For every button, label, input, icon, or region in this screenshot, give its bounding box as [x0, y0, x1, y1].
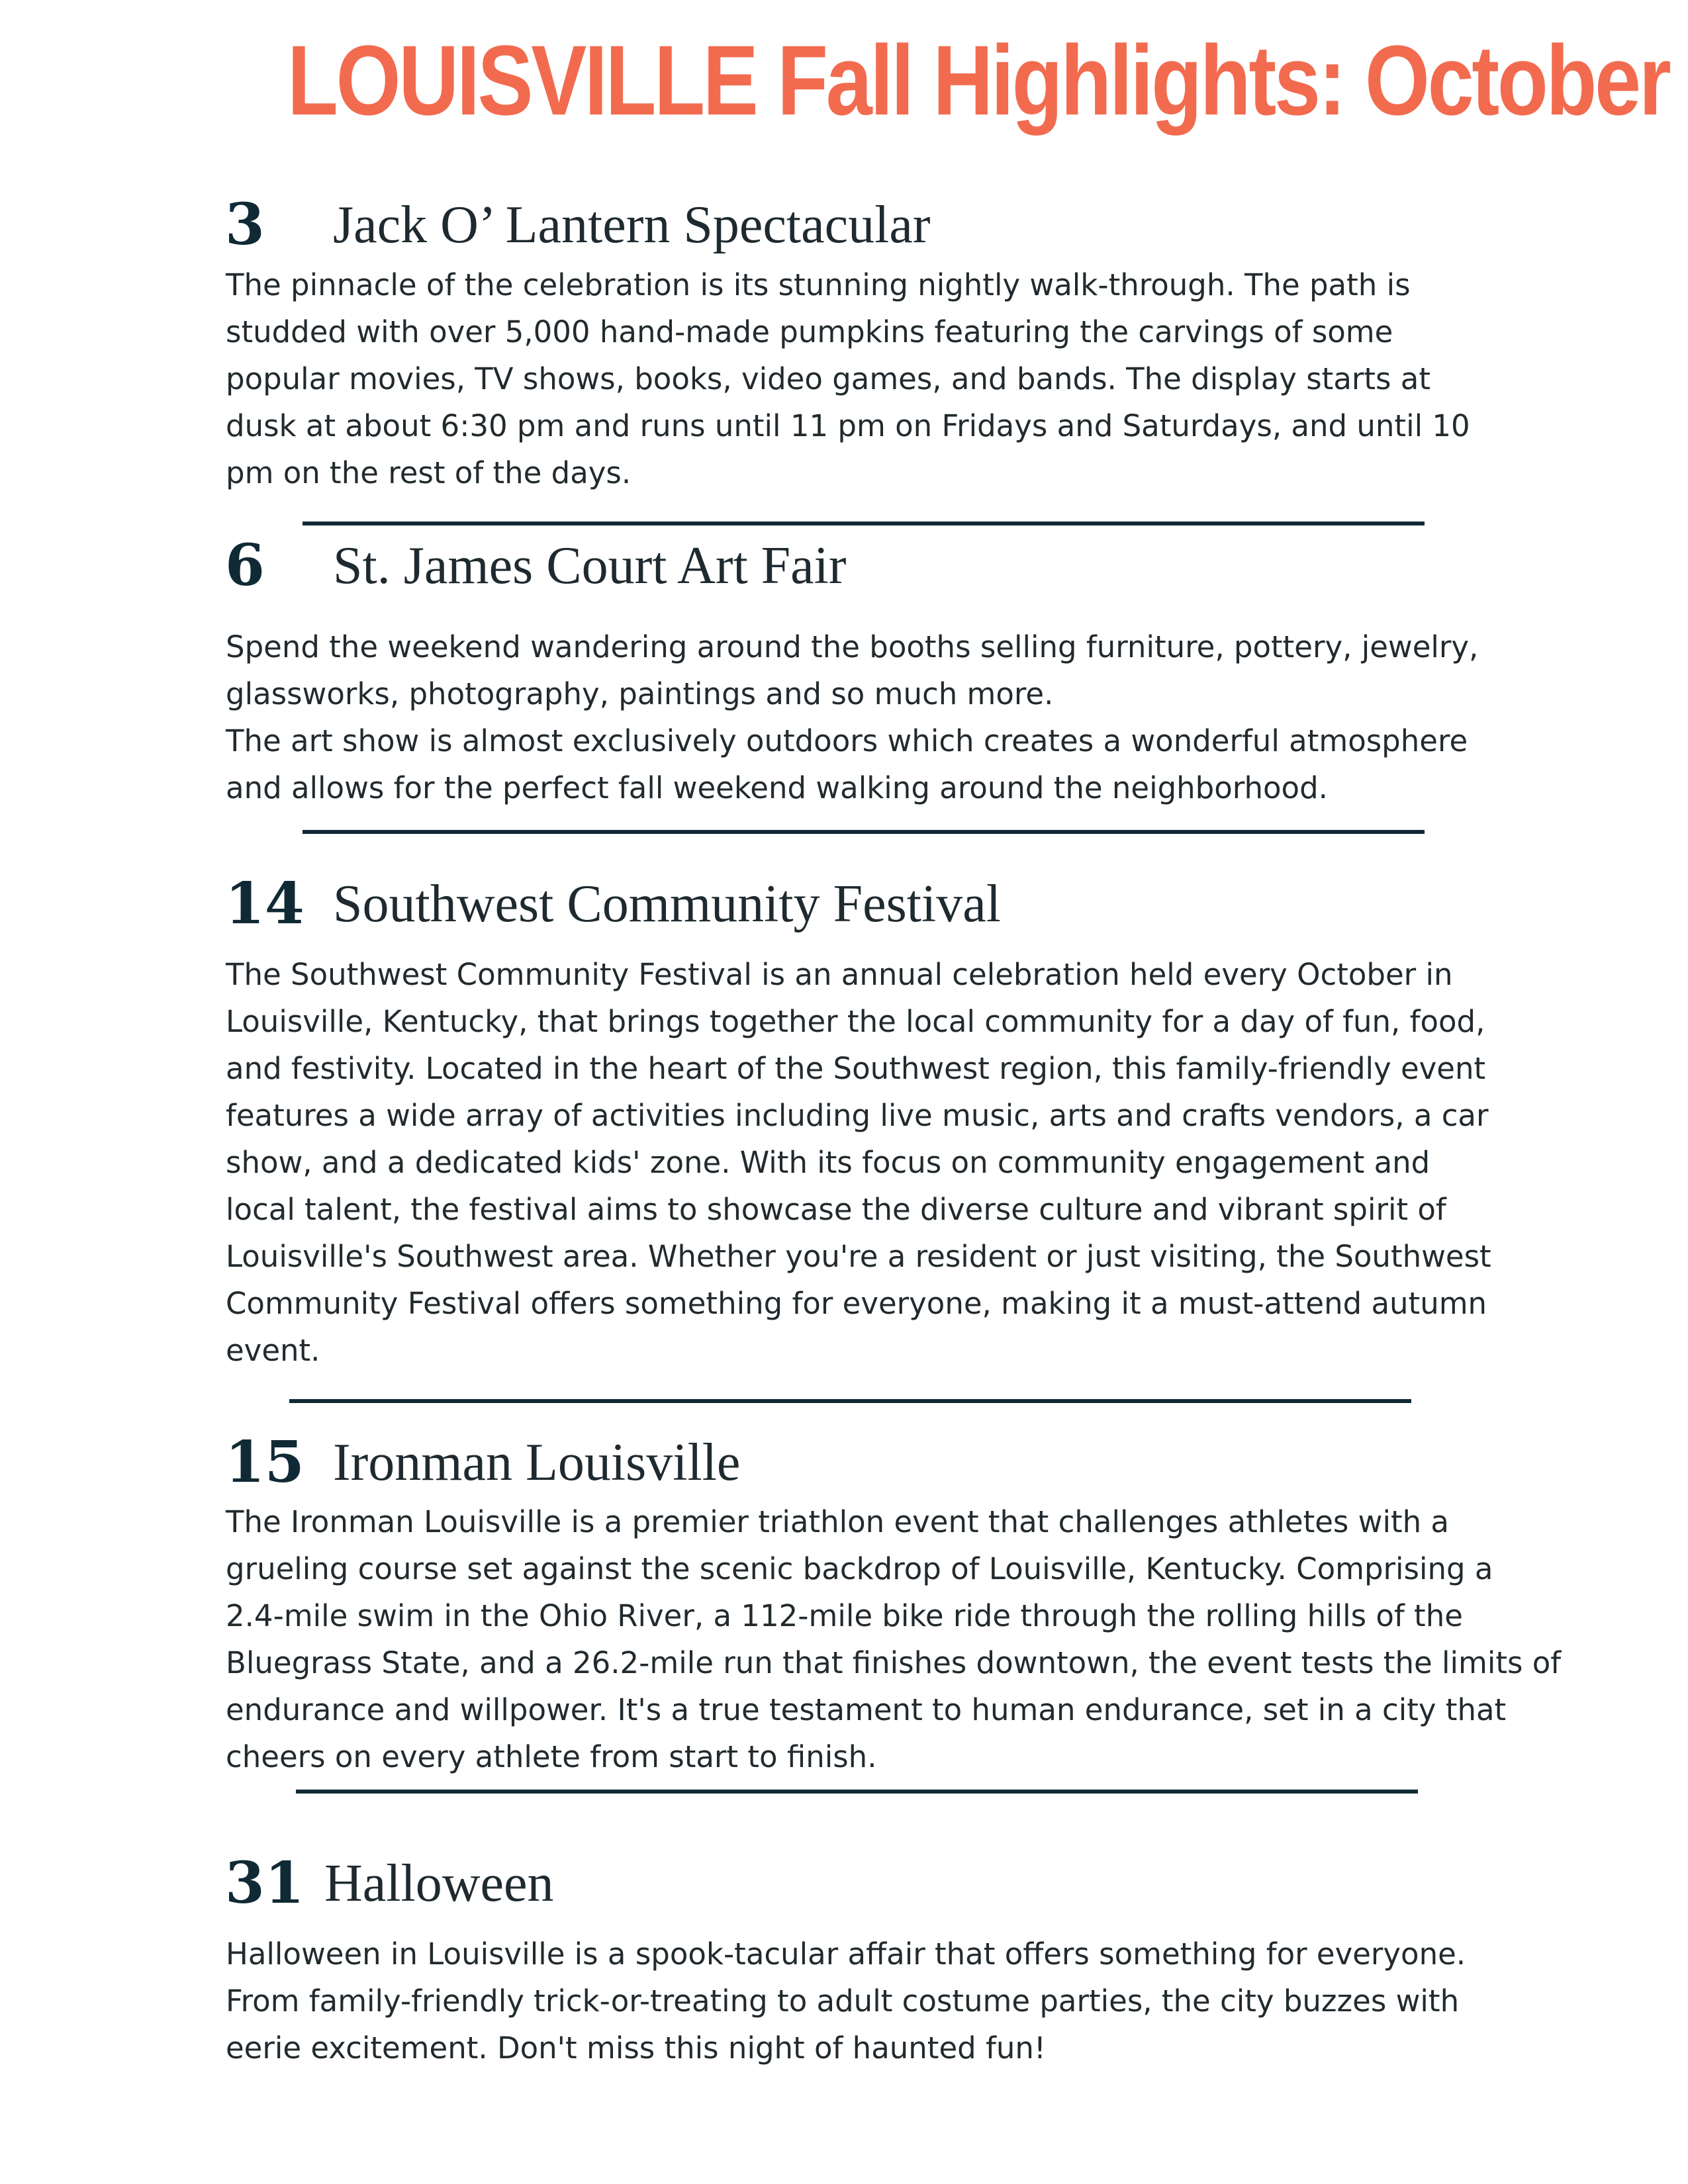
description-line: Bluegrass State, and a 26.2-mile run that finishes downtown, the event tests the limits of	[226, 1645, 1562, 1680]
section-divider	[303, 522, 1425, 525]
description-line: eerie excitement. Don't miss this night of haunted fun!	[226, 2030, 1046, 2066]
section-divider	[303, 830, 1425, 834]
description-line: show, and a dedicated kids' zone. With its focus on community engagement and	[226, 1145, 1430, 1180]
description-line: and festivity. Located in the heart of the Southwest region, this family-friendly event	[226, 1051, 1486, 1086]
section-divider	[289, 1399, 1411, 1403]
event-name: St. James Court Art Fair	[333, 537, 847, 595]
event-description	[226, 623, 1576, 811]
description-line: cheers on every athlete from start to finish.	[226, 1739, 877, 1774]
event-description	[226, 1931, 1576, 2071]
description-line: glassworks, photography, paintings and so much more.	[226, 676, 1054, 711]
description-line: features a wide array of activities including live music, arts and crafts vendors, a car	[226, 1098, 1489, 1133]
description-line: popular movies, TV shows, books, video games, and bands. The display starts at	[226, 361, 1431, 396]
description-line: local talent, the festival aims to showcase the diverse culture and vibrant spirit of	[226, 1192, 1446, 1227]
description-line: Halloween in Louisville is a spook-tacular affair that offers something for everyone.	[226, 1936, 1466, 1972]
event-date: 14	[225, 870, 305, 937]
description-line: Spend the weekend wandering around the booths selling furniture, pottery, jewelry,	[226, 629, 1479, 664]
description-line: studded with over 5,000 hand-made pumpkins featuring the carvings of some	[226, 314, 1393, 349]
event-name: Halloween	[324, 1854, 554, 1913]
description-line: The art show is almost exclusively outdoors which creates a wonderful atmosphere	[226, 723, 1468, 758]
description-line: Louisville, Kentucky, that brings together the local community for a day of fun, food,	[226, 1004, 1485, 1039]
event-name: Ironman Louisville	[333, 1433, 741, 1492]
description-line: The Southwest Community Festival is an annual celebration held every October in	[226, 957, 1453, 992]
description-line: event.	[226, 1333, 320, 1368]
event-description	[226, 261, 1576, 496]
event-name: Southwest Community Festival	[333, 875, 1001, 933]
event-description	[226, 951, 1576, 1374]
description-line: Community Festival offers something for everyone, making it a must-attend autumn	[226, 1286, 1487, 1321]
description-line: The pinnacle of the celebration is its stunning nightly walk-through. The path is	[226, 267, 1411, 302]
section-divider	[296, 1790, 1418, 1794]
description-line: grueling course set against the scenic backdrop of Louisville, Kentucky. Comprising a	[226, 1551, 1493, 1586]
event-date: 31	[225, 1850, 305, 1917]
event-date: 6	[225, 532, 265, 599]
description-line: The Ironman Louisville is a premier triathlon event that challenges athletes with a	[226, 1504, 1450, 1539]
description-line: and allows for the perfect fall weekend walking around the neighborhood.	[226, 770, 1328, 805]
description-line: endurance and willpower. It's a true testament to human endurance, set in a city that	[226, 1692, 1507, 1727]
page-title: LOUISVILLE Fall Highlights: October	[287, 24, 1669, 136]
description-line: 2.4-mile swim in the Ohio River, a 112-mile bike ride through the rolling hills of the	[226, 1598, 1463, 1633]
description-line: dusk at about 6:30 pm and runs until 11 pm on Fridays and Saturdays, and until 10	[226, 408, 1470, 443]
description-line: From family-friendly trick-or-treating to adult costume parties, the city buzzes with	[226, 1983, 1460, 2019]
description-line: pm on the rest of the days.	[226, 455, 632, 490]
event-date: 3	[225, 191, 265, 258]
event-description	[226, 1498, 1576, 1780]
description-line: Louisville's Southwest area. Whether you're a resident or just visiting, the Southwest	[226, 1239, 1491, 1274]
event-name: Jack O’ Lantern Spectacular	[333, 196, 931, 254]
event-date: 15	[225, 1429, 305, 1496]
